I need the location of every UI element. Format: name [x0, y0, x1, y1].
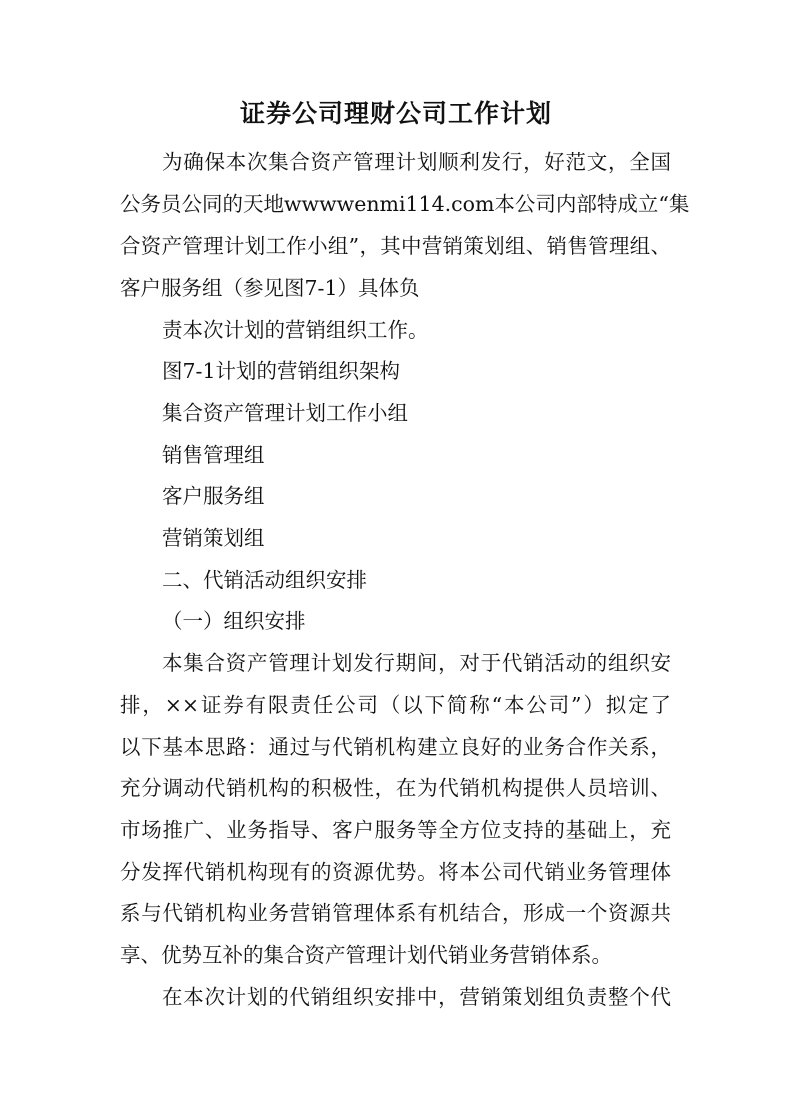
paragraph-line: 充分调动代销机构的积极性，在为代销机构提供人员培训、	[120, 776, 671, 800]
paragraph-line: 享、优势互补的集合资产管理计划代销业务营销体系。	[120, 943, 612, 967]
org-chart-item: 销售管理组	[162, 443, 265, 467]
section-heading: 二、代销活动组织安排	[162, 568, 367, 592]
org-chart-item: 客户服务组	[162, 484, 265, 508]
subsection-heading: （一）组织安排	[162, 609, 306, 633]
paragraph-line: 合资产管理计划工作小组”，其中营销策划组、销售管理组、	[120, 234, 671, 258]
paragraph-line: 以下基本思路：通过与代销机构建立良好的业务合作关系，	[120, 735, 671, 759]
document-title: 证券公司理财公司工作计划	[239, 99, 552, 128]
paragraph-line: 在本次计划的代销组织安排中，营销策划组负责整个代	[162, 985, 671, 1009]
paragraph-line: 系与代销机构业务营销管理体系有机结合，形成一个资源共	[120, 901, 671, 925]
paragraph-line: 分发挥代销机构现有的资源优势。将本公司代销业务管理体	[120, 860, 671, 884]
org-chart-item: 营销策划组	[162, 526, 265, 550]
paragraph-line: 公务员公同的天地wwwwenmi114.com本公司内部特成立“集	[120, 192, 690, 216]
paragraph-line: 为确保本次集合资产管理计划顺利发行，好范文，全国	[162, 150, 671, 174]
org-chart-item: 集合资产管理计划工作小组	[162, 401, 408, 425]
figure-caption: 图7-1计划的营销组织架构	[162, 359, 401, 383]
paragraph-line: 本集合资产管理计划发行期间，对于代销活动的组织安	[162, 651, 671, 675]
paragraph-line: 排，××证券有限责任公司（以下简称“本公司”）拟定了	[120, 693, 671, 717]
paragraph-line: 责本次计划的营销组织工作。	[162, 318, 429, 342]
paragraph-line: 客户服务组（参见图7-1）具体负	[120, 276, 420, 300]
paragraph-line: 市场推广、业务指导、客户服务等全方位支持的基础上，充	[120, 818, 671, 842]
